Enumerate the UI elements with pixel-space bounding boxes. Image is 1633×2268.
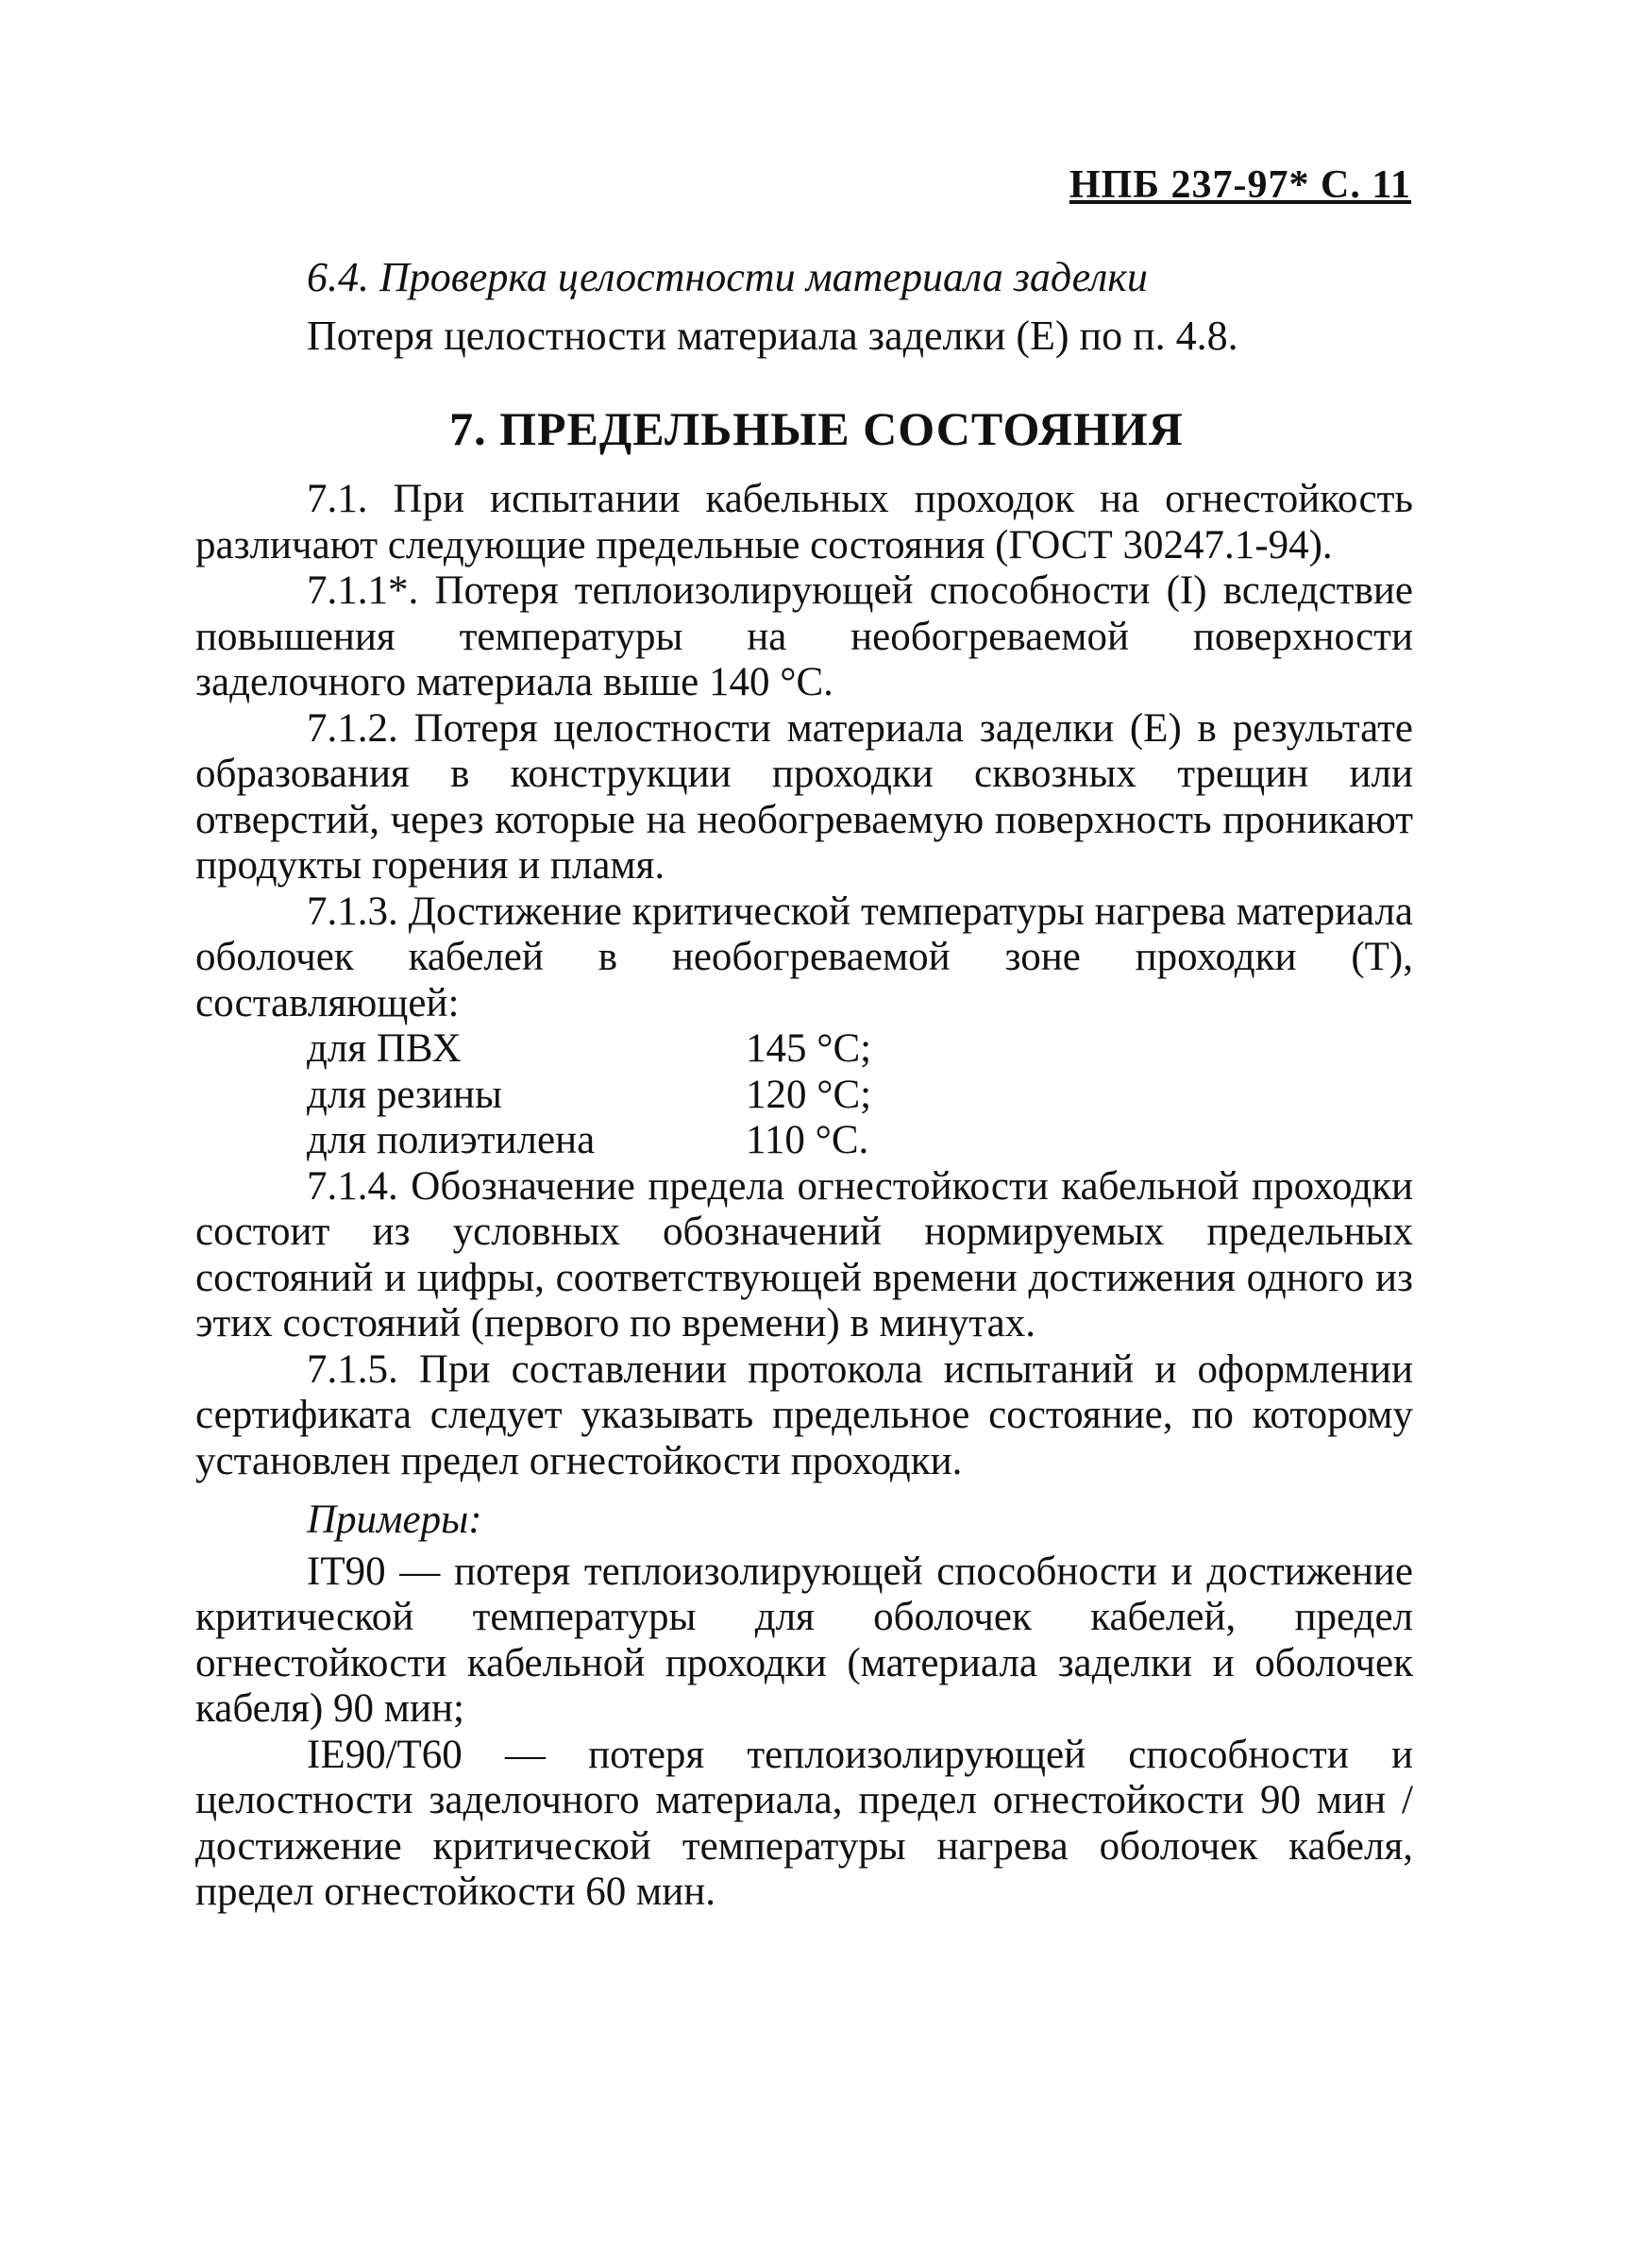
paragraph-7-1-4: 7.1.4. Обозначение предела огнестойкости кабельной проходки состоит из условных обозначений нормируемых предельных состояний и цифры, соответствующей времени достижения одного из этих состояний (первого по времени) в минутах. (195, 1163, 1413, 1346)
table-row (307, 1026, 871, 1073)
section-body (195, 477, 1413, 1916)
subsection-text: Потеря целостности материала заделки (Е) по п. 4.8. (307, 313, 1238, 359)
section-title: 7. ПРЕДЕЛЬНЫЕ СОСТОЯНИЯ (449, 402, 1184, 455)
document-header: НПБ 237-97* С. 11 (1069, 163, 1411, 207)
temperature-cell: 145 °С; (746, 1026, 872, 1071)
temperature-cell: 120 °С; (746, 1072, 872, 1117)
examples-label: Примеры: (307, 1498, 482, 1542)
material-cell: для полиэтилена (307, 1118, 596, 1162)
example-2: IE90/Т60 — потеря теплоизолирующей способности и целостности заделочного материала, предел огнестойкости 90 мин / достижение критической температуры нагрева оболочек кабеля, предел огнестойкости 60 мин. (195, 1732, 1413, 1914)
paragraph-7-1-3: 7.1.3. Достижение критической температуры нагрева материала оболочек кабелей в необогреваемой зоне проходки (Т), составляющей: (195, 889, 1413, 1025)
paragraph-7-1-2: 7.1.2. Потеря целостности материала заделки (Е) в результате образования в конструкции проходки сквозных трещин или отверстий, через которые на необогреваемую поверхность проникают продукты горения и пламя. (195, 705, 1413, 888)
table-row (307, 1073, 871, 1119)
temperature-cell: 110 °С. (746, 1118, 869, 1162)
temperature-table (307, 1026, 871, 1164)
paragraph-7-1: 7.1. При испытании кабельных проходок на огнестойкость различают следующие предельные состояния (ГОСТ 30247.1-94). (195, 477, 1413, 567)
paragraph-7-1-1: 7.1.1*. Потеря теплоизолирующей способности (I) вследствие повышения температуры на необогреваемой поверхности заделочного материала выше 140 °С. (195, 568, 1413, 704)
paragraph-7-1-5: 7.1.5. При составлении протокола испытаний и оформлении сертификата следует указывать предельное состояние, по которому установлен предел огнестойкости проходки. (195, 1346, 1413, 1483)
subsection-title: 6.4. Проверка целостности материала заделки (307, 254, 1148, 300)
material-cell: для резины (307, 1072, 502, 1117)
material-cell: для ПВХ (307, 1026, 462, 1071)
example-1: IT90 — потеря теплоизолирующей способности и достижение критической температуры для оболочек кабелей, предел огнестойкости кабельной проходки (материала заделки и оболочек кабеля) 90 мин; (195, 1549, 1413, 1731)
table-row (307, 1118, 871, 1164)
